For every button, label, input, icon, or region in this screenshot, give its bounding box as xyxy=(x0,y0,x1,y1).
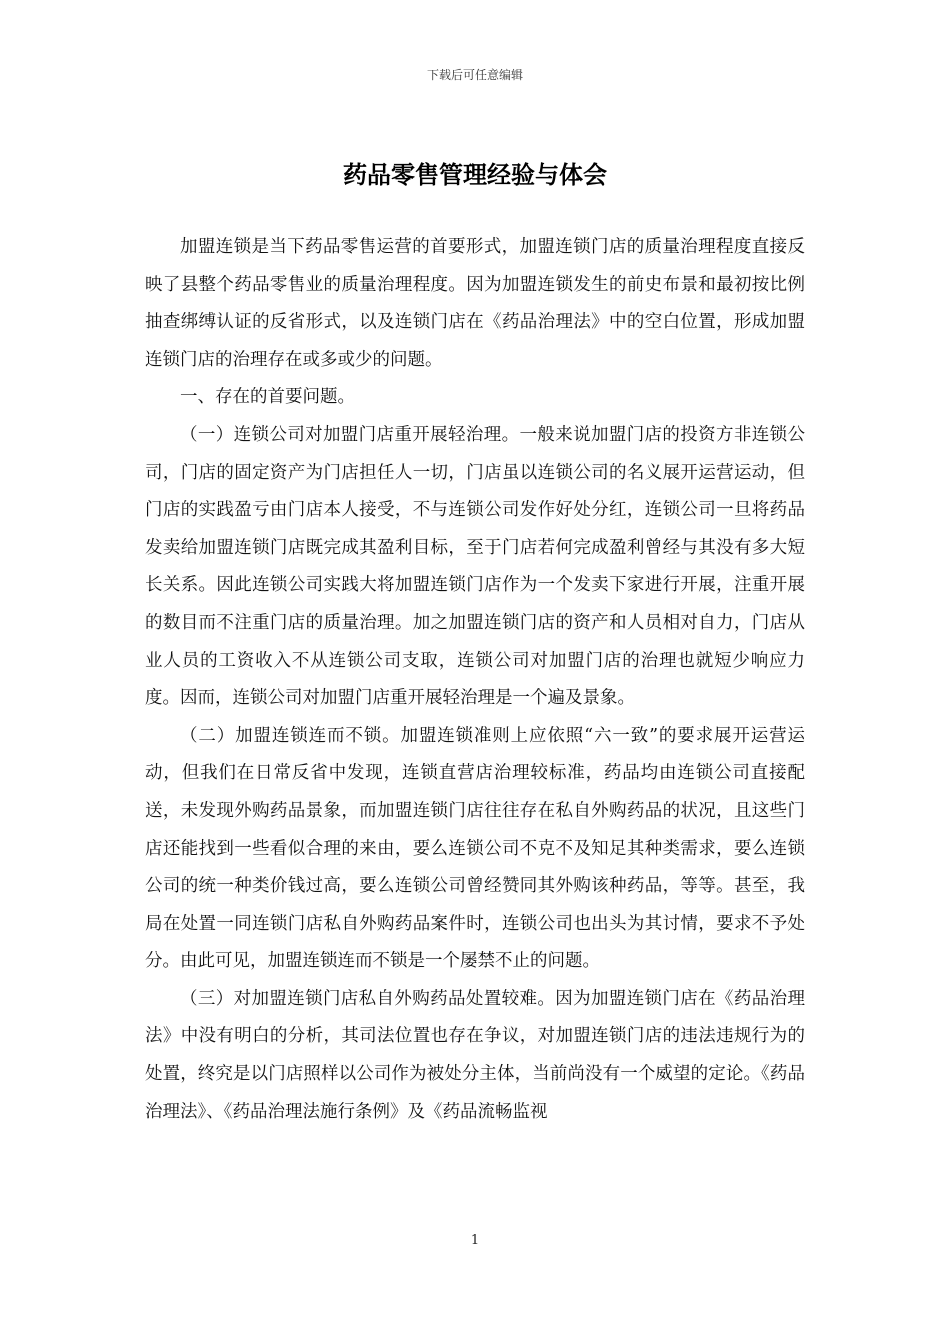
section-heading-main-problems: 一、存在的首要问题。 xyxy=(180,387,355,408)
paragraph-intro: 加盟连锁是当下药品零售运营的首要形式，加盟连锁门店的质量治理程度直接反映了县整个药品零售业的质量治理程度。因为加盟连锁发生的前史布景和最初按比例抽查绑缚认证的反省形式，以及连锁门店在《药品治理法》中的空白位置，形成加盟连锁门店的治理存在或多或少的问题。 xyxy=(145,237,805,370)
paragraph-problem-3: （三）对加盟连锁门店私自外购药品处置较难。因为加盟连锁门店在《药品治理法》中没有明白的分析，其司法位置也存在争议，对加盟连锁门店的违法违规行为的处置，终究是以门店照样以公司作为被处分主体，当前尚没有一个威望的定论。《药品治理法》、《药品治理法施行条例》及《药品流畅监视 xyxy=(145,988,805,1122)
document-title: 药品零售管理经验与体会 xyxy=(343,161,607,189)
paragraph-problem-2: （二）加盟连锁连而不锁。加盟连锁准则上应依照“六一致”的要求展开运营运动，但我们在日常反省中发现，连锁直营店治理较标准，药品均由连锁公司直接配送，未发现外购药品景象，而加盟连锁门店往往存在私自外购药品的状况，且这些门店还能找到一些看似合理的来由，要么连锁公司不克不及知足其种类需求，要么连锁公司的统一种类价钱过高，要么连锁公司曾经赞同其外购该种药品，等等。甚至，我局在处置一同连锁门店私自外购药品案件时，连锁公司也出头为其讨情，要求不予处分。由此可见，加盟连锁连而不锁是一个屡禁不止的问题。 xyxy=(145,725,805,972)
page-header-note: 下载后可任意编辑 xyxy=(426,68,523,82)
paragraph-problem-1: （一）连锁公司对加盟门店重开展轻治理。一般来说加盟门店的投资方非连锁公司，门店的固定资产为门店担任人一切，门店虽以连锁公司的名义展开运营运动，但门店的实践盈亏由门店本人接受，不与连锁公司发作好处分红，连锁公司一旦将药品发卖给加盟连锁门店既完成其盈利目标，至于门店若何完成盈利曾经与其没有多大短长关系。因此连锁公司实践大将加盟连锁门店作为一个发卖下家进行开展，注重开展的数目而不注重门店的质量治理。加之加盟连锁门店的资产和人员相对自力，门店从业人员的工资收入不从连锁公司支取，连锁公司对加盟门店的治理也就短少响应力度。因而，连锁公司对加盟门店重开展轻治理是一个遍及景象。 xyxy=(145,424,805,709)
document-body xyxy=(145,229,805,1131)
page-number: 1 xyxy=(470,1233,480,1248)
